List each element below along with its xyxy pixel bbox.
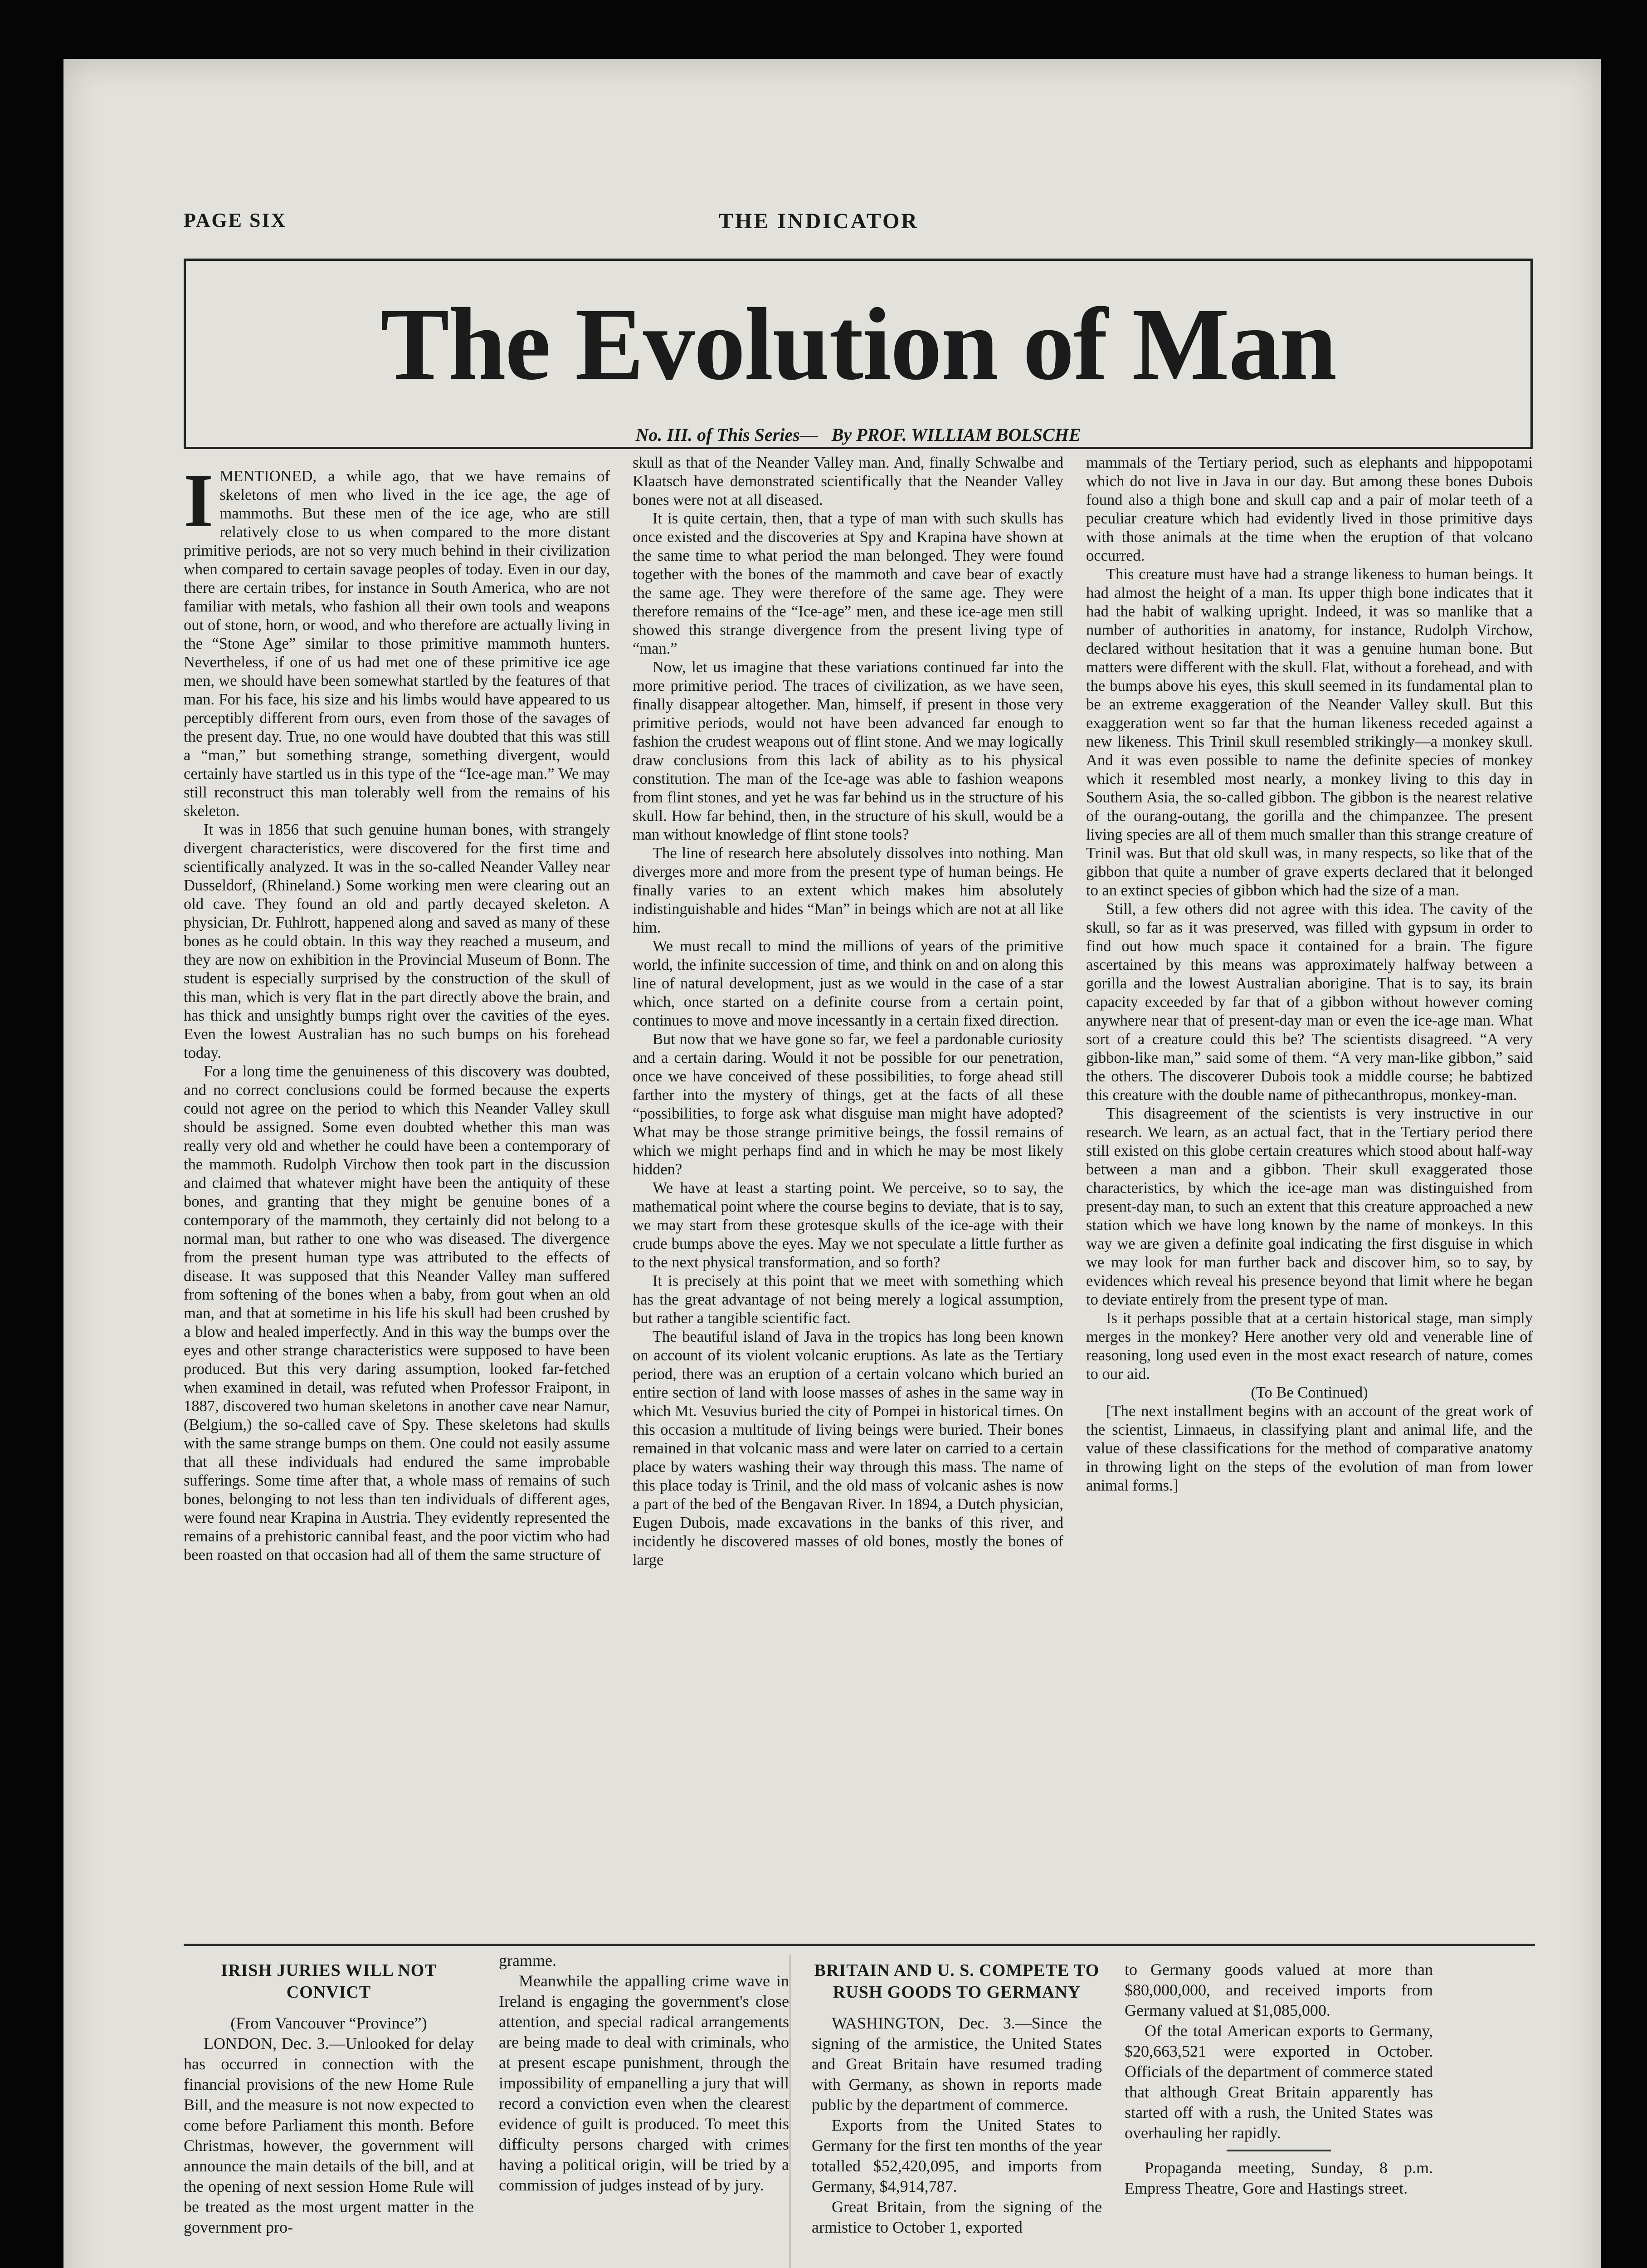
britain-us-column-1 xyxy=(812,1960,1102,2268)
continued-label: (To Be Continued) xyxy=(1251,1384,1368,1401)
page-fold xyxy=(789,1955,791,2268)
paragraph: This disagreement of the scientists is very instructive in our research. We learn, as an actual fact, that in the Tertiary period there still existed on this globe certain creatures which stood about half-way between a man and a gibbon. Their skull exaggerated those characteristics, by which the ice-age man was distinguished from present-day man, to such an extent that this creature approached a new station which we have long known by the name of monkeys. In this way we are given a definite goal indicating the first disguise in which we may look for man further back and discover him, so to say, by evidences which reveal his presence beyond that limit where he began to deviate entirely from the present type of man. xyxy=(1086,1105,1533,1308)
paragraph: Is it perhaps possible that at a certain historical stage, man simply merges in the monkey? Here another very old and venerable line of reasoning, long used even in the most exact research of nature, comes to our aid. xyxy=(1086,1310,1533,1383)
byline xyxy=(186,424,1530,445)
paragraph: Of the total American exports to Germany, $20,663,521 were exported in October. Officials of the department of commerce stated that although Great Britain apparently has started off with a rush, the United States was overhauling her rapidly. xyxy=(1125,2022,1433,2142)
paragraph: WASHINGTON, Dec. 3.—Since the signing of the armistice, the United States and Great Britain have resumed trading with Germany, as shown in reports made public by the department of commerce. xyxy=(812,2014,1102,2114)
britain-us-headline: BRITAIN AND U. S. COMPETE TO RUSH GOODS TO GERMANY xyxy=(814,1961,1100,2002)
paragraph: to Germany goods valued at more than $80,000,000, and received imports from Germany valued at $1,085,000. xyxy=(1125,1960,1433,2019)
paragraph: Still, a few others did not agree with this idea. The cavity of the skull, so far as it was preserved, was filled with gypsum in order to find out how much space it contained for a brain. The figure ascertained by this means was approximately halfway between a gorilla and the lowest Australian aborigine. That is to say, its brain capacity exceeded by far that of a gibbon without however coming anywhere near that of present-day man or even the ice-age man. What sort of a creature could this be? The scientists disagreed. “A very gibbon-like man,” said some of them. “A very man-like gibbon,” said the others. The discoverer Dubois took a middle course; he babtized this creature with the double name of pithecanthropus, monkey-man. xyxy=(1086,900,1533,1104)
meeting-notice: Propaganda meeting, Sunday, 8 p.m. Empress Theatre, Gore and Hastings street. xyxy=(1125,2159,1433,2197)
paragraph: skull as that of the Neander Valley man. And, finally Schwalbe and Klaatsch have demonstrated scientifically that the Neander Valley bones were not at all diseased. xyxy=(633,454,1063,508)
paragraph: But now that we have gone so far, we feel a pardonable curiosity and a certain daring. Would it not be possible for our penetration, once we have conceived of these possibilities, to forge ahead still farther into the mystery of things, get at the facts of all these “possibilities, to forge ask what disguise man might have adopted? What may be those strange primitive beings, the fossil remains of which we might perhaps find and in which he may be most likely hidden? xyxy=(633,1031,1063,1178)
paragraph: It was in 1856 that such genuine human bones, with strangely divergent characteristics, were discovered for the first time and scientifically analyzed. It was in the so-called Neander Valley near Dusseldorf, (Rhineland.) Some working men were clearing out an old cave. They found an old and partly decayed skeleton. A physician, Dr. Fuhlrott, happened along and saved as many of these bones as he could obtain. In this way they reached a museum, and they are now on exhibition in the Provincial Museum of Bonn. The student is especially surprised by the construction of the skull of this man, which is very flat in the part directly above the brain, and has thick and unsightly bumps right over the cavities of the eyes. Even the lowest Australian has no such bumps on his forehead today. xyxy=(184,821,610,1061)
article-column-3 xyxy=(1086,454,1533,1937)
paragraph: This creature must have had a strange likeness to human beings. It had almost the height of a man. Its upper thigh bone indicates that it had the habit of walking upright. Indeed, it was so manlike that a number of authorities in anatomy, for instance, Rudolph Virchow, declared without hesitation that it was a genuine human bone. But matters were different with the skull. Flat, without a forehead, and with the bumps above his eyes, this skull seemed in its fundamental plan to be an extreme exaggeration of the Neander Valley skull. But this exaggeration went so far that the human likeness receded against a new likeness. This Trinil skull resembled strikingly—a monkey skull. And it was even possible to name the definite species of monkey which it resembled most nearly, a monkey living to this day in Southern Asia, the so-called gibbon. The gibbon is the nearest relative of the ourang-outang, the gorilla and the chimpanzee. The present living species are all of them much smaller than this strange creature of Trinil was. But that old skull was, in many respects, so like that of the gibbon that quite a number of grave experts declared that it belonged to an extinct species of gibbon which had the size of a man. xyxy=(1086,566,1533,899)
article-column-1 xyxy=(184,467,610,1923)
page-label: PAGE SIX xyxy=(184,209,287,231)
short-rule xyxy=(1227,2150,1331,2151)
paragraph: LONDON, Dec. 3.—Unlooked for delay has occurred in connection with the financial provisions of the new Home Rule Bill, and the measure is not now expected to come before Parliament this month. Before Christmas, however, the government will announce the main details of the bill, and at the opening of next session Home Rule will be treated as the most urgent matter in the government pro- xyxy=(184,2034,474,2236)
irish-juries-headline: IRISH JURIES WILL NOT CONVICT xyxy=(221,1961,437,2002)
page-header xyxy=(184,209,1521,240)
editor-note: [The next installment begins with an account of the great work of the scientist, Linnaeus, in classifying plant and animal life, and the value of these classifications for the method of comparative anatomy in throwing light on the steps of the evolution of man from lower animal forms.] xyxy=(1086,1403,1533,1494)
article-column-2 xyxy=(633,454,1063,1923)
series-label: No. III. of This Series— xyxy=(635,425,818,445)
title-box xyxy=(184,259,1533,449)
paragraph: We must recall to mind the millions of years of the primitive world, the infinite succession of time, and think on and on along this line of natural development, just as we would in the case of a star which, once started on a definite course from a certain point, continues to move and move incessantly in a certain fixed direction. xyxy=(633,938,1063,1029)
paragraph: mammals of the Tertiary period, such as elephants and hippopotami which do not live in Java in our day. But among these bones Dubois found also a thigh bone and skull cap and a pair of molar teeth of a peculiar creature which had evidently lived in those primitive days with those animals at the time when the eruption of that volcano occurred. xyxy=(1086,454,1533,564)
paragraph xyxy=(184,467,610,821)
irish-juries-column-2 xyxy=(499,1950,789,2268)
author-label: By PROF. WILLIAM BOLSCHE xyxy=(831,425,1081,445)
paragraph-text: MENTIONED, a while ago, that we have remains of skeletons of men who lived in the ice age, the age of mammoths. But these men of the ice age, who are still relatively close to us when compared to the more distant primitive periods, are not so very much behind in their civilization when compared to certain savage peoples of today. Even in our day, there are certain tribes, for instance in South America, who are not familiar with metals, who fashion all their own tools and weapons out of stone, horn, or wood, and who therefore are actually living in the “Stone Age” similar to those primitive mammoth hunters. Nevertheless, if one of us had met one of these primitive ice age men, we should have been somewhat startled by the features of that man. For his face, his size and his limbs would have appeared to us perceptibly different from ours, even from those of the savages of the present day. True, no one would have doubted that this was still a “man,” but something strange, something divergent, would certainly have startled us in this type of the “Ice-age man.” We may still reconstruct this man tolerably well from the remains of his skeleton. xyxy=(184,468,610,820)
newspaper-page xyxy=(63,59,1601,2268)
article-title: The Evolution of Man xyxy=(380,287,1336,401)
britain-us-column-2 xyxy=(1125,1960,1433,2268)
source-line: (From Vancouver “Province”) xyxy=(230,2014,427,2032)
paragraph: Meanwhile the appalling crime wave in Ireland is engaging the government's close attention, and special radical arrangements are being made to deal with criminals, who at present escape punishment, through the impossibility of empanelling a jury that will record a conviction even when the clearest evidence of guilt is produced. To meet this difficulty persons charged with crimes having a political origin, will be tried by a commission of judges instead of by jury. xyxy=(499,1972,789,2194)
paragraph: We have at least a starting point. We perceive, so to say, the mathematical point where the course begins to deviate, that is to say, we may start from these grotesque skulls of the ice-age with their crude bumps above the eyes. May we not speculate a little further as to the next physical transformation, and so forth? xyxy=(633,1179,1063,1271)
drop-cap: I xyxy=(184,467,214,543)
section-divider xyxy=(184,1944,1535,1946)
irish-juries-column-1 xyxy=(184,1960,474,2268)
paragraph: It is precisely at this point that we meet with something which has the great advantage of not being merely a logical assumption, but rather a tangible scientific fact. xyxy=(633,1272,1063,1327)
paragraph: Great Britain, from the signing of the armistice to October 1, exported xyxy=(812,2198,1102,2236)
paragraph: Exports from the United States to Germany for the first ten months of the year totalled $52,420,095, and imports from Germany, $4,914,787. xyxy=(812,2116,1102,2195)
masthead: THE INDICATOR xyxy=(719,209,919,233)
paragraph: It is quite certain, then, that a type of man with such skulls has once existed and the discoveries at Spy and Krapina have shown at the same time to what period the man belonged. They were found together with the bones of the mammoth and cave bear of exactly the same age. They were therefore of the same age. They were therefore remains of the “Ice-age” men, and these ice-age men still showed this strange divergence from the present living type of “man.” xyxy=(633,510,1063,657)
paragraph: gramme. xyxy=(499,1951,556,1970)
paragraph: Now, let us imagine that these variations continued far into the more primitive period. The traces of civilization, as we have seen, finally disappear altogether. Man, himself, if present in those very primitive periods, would not have been advanced far enough to fashion the crudest weapons out of flint stone. And we may logically draw conclusions from this lack of ability as to his physical constitution. The man of the Ice-age was able to fashion weapons from flint stones, and yet he was far behind us in the structure of his skull. How far behind, then, in the structure of his skull, would be a man without knowledge of flint stone tools? xyxy=(633,659,1063,843)
paragraph: For a long time the genuineness of this discovery was doubted, and no correct conclusions could be formed because the experts could not agree on the period to which this Neander Valley skull should be assigned. Some even doubted whether this man was really very old and whether he could have been a contemporary of the mammoth. Rudolph Virchow then took part in the discussion and claimed that whatever might have been the antiquity of these bones, and granting that they might be genuine bones of a contemporary of the mammoth, they certainly did not belong to a normal man, but rather to one who was diseased. The divergence from the present human type was attributed to the effects of disease. It was supposed that this Neander Valley man suffered from softening of the bones when a baby, from gout when an old man, and that at sometime in his life his skull had been crushed by a blow and healed imperfectly. And in this way the bumps over the eyes and other strange characteristics were supposed to have been produced. But this very daring assumption, looked far-fetched when examined in detail, was refuted when Professor Fraipont, in 1887, discovered two human skeletons in another cave near Namur, (Belgium,) the so-called cave of Spy. These skeletons had skulls with the same strange bumps on them. One could not easily assume that all these individuals had endured the same improbable sufferings. Some time after that, a whole mass of remains of such bones, belonging to not less than ten individuals of different ages, were found near Krapina in Austria. They evidently represented the remains of a prehistoric cannibal feast, and the poor victim who had been roasted on that occasion had all of them the same structure of xyxy=(184,1063,610,1564)
paragraph: The beautiful island of Java in the tropics has long been known on account of its violent volcanic eruptions. As late as the Tertiary period, there was an eruption of a certain volcano which buried an entire section of land with loose masses of ashes in the same way in which Mt. Vesuvius buried the city of Pompei in historical times. On this occasion a multitude of living beings were buried. Their bones remained in that volcanic mass and were later on carried to a certain place by waters washing their way through this mass. The name of this place today is Trinil, and the old mass of volcanic ashes is now a part of the bed of the Bengavan River. In 1894, a Dutch physician, Eugen Dubois, made excavations in the banks of this river, and incidently he discovered masses of old bones, mostly the bones of large xyxy=(633,1328,1063,1569)
paragraph: The line of research here absolutely dissolves into nothing. Man diverges more and more from the present type of human beings. He finally varies to an extent which makes him absolutely indistinguishable and hides “Man” in beings which are not at all like him. xyxy=(633,845,1063,936)
